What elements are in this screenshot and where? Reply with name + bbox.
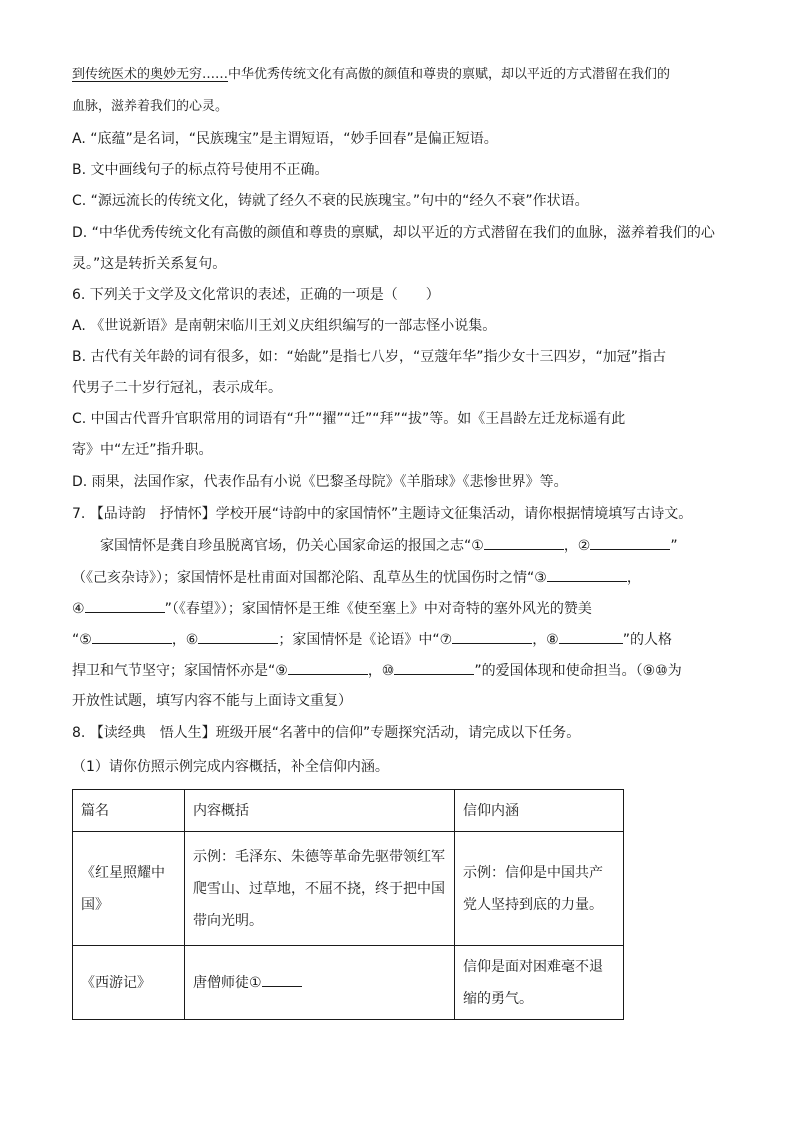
q5-quote-line-1 — [72, 65, 670, 85]
q6-option-b-line-2: 代男子二十岁行冠礼，表示成年。 — [72, 380, 282, 396]
answer-blank-6[interactable] — [198, 629, 278, 644]
q7-line-1 — [100, 535, 678, 556]
q7-line-5 — [72, 660, 682, 681]
q5-option-a: A. “底蕴”是名词，“民族瑰宝”是主谓短语，“妙手回春”是偏正短语。 — [72, 131, 498, 147]
summary-line: 示例：毛泽东、朱德等革命先驱带领红军 — [193, 848, 445, 865]
summary-text: 唐僧师徒① — [193, 974, 262, 991]
answer-blank-1[interactable] — [484, 535, 564, 550]
answer-blank-3[interactable] — [547, 567, 627, 582]
quote-text: 中华优秀传统文化有高傲的颜值和尊贵的禀赋，却以平近的方式潜留在我们的 — [228, 67, 671, 82]
header-title: 篇名 — [73, 790, 185, 832]
q7-text: ”的人格 — [622, 632, 673, 648]
q7-text: ” — [670, 538, 678, 554]
belief-table — [72, 789, 624, 1020]
answer-blank-8[interactable] — [559, 629, 623, 644]
header-summary: 内容概括 — [185, 790, 455, 832]
q7-text: “⑤ — [72, 632, 92, 648]
q7-stem: 7. 【品诗韵 抒情怀】学校开展“诗韵中的家国情怀”主题诗文征集活动，请你根据情境填写古诗文。 — [72, 506, 693, 522]
q7-text: ，⑧ — [532, 632, 559, 648]
q7-text: ，⑥ — [171, 632, 199, 648]
belief-line: 信仰是面对困难毫不退 — [463, 958, 603, 975]
book-title-line: 《红星照耀中 — [81, 864, 165, 881]
answer-blank-7[interactable] — [452, 629, 532, 644]
table-header-row — [73, 790, 624, 832]
q7-line-2 — [72, 567, 641, 588]
belief-line: 党人坚持到底的力量。 — [463, 896, 603, 913]
q6-option-c-line-1: C. 中国古代晋升官职常用的词语有“升”“擢”“迁”“拜”“拔”等。如《王昌龄左迁龙标遥有此 — [72, 411, 626, 427]
q7-line-4 — [72, 629, 672, 650]
q6-option-d: D. 雨果，法国作家，代表作品有小说《巴黎圣母院》《羊脂球》《悲惨世界》等。 — [72, 474, 568, 490]
q6-option-c-line-2: 寄》中“左迁”指升职。 — [72, 442, 213, 458]
q5-option-c: C. “源远流长的传统文化，铸就了经久不衰的民族瑰宝。”句中的“经久不衰”作状语。 — [72, 193, 589, 209]
q7-text: ，⑩ — [367, 663, 395, 679]
q7-line-3 — [72, 598, 592, 619]
q7-text: ④ — [72, 601, 85, 617]
q5-option-b: B. 文中画线句子的标点符号使用不正确。 — [72, 162, 329, 178]
q6-option-b-line-1: B. 古代有关年龄的词有很多，如：“始龀”是指七八岁，“豆蔻年华”指少女十三四岁，“加冠”指古 — [72, 349, 667, 365]
summary-line: 带向光明。 — [193, 912, 263, 929]
table-row — [73, 832, 624, 946]
belief-line: 示例：信仰是中国共产 — [463, 864, 603, 881]
answer-blank-2[interactable] — [590, 535, 670, 550]
q7-text: ”的爱国体现和使命担当。（⑨⑩为 — [474, 663, 682, 679]
book-title-line: 国》 — [81, 896, 109, 913]
q7-text: 捍卫和气节坚守；家国情怀亦是“⑨ — [72, 663, 288, 679]
belief-cell — [455, 946, 624, 1020]
q7-text: 家国情怀是龚自珍虽脱离官场，仍关心国家命运的报国之志“① — [100, 538, 484, 554]
q7-line-6: 开放性试题，填写内容不能与上面诗文重复） — [72, 693, 352, 709]
q7-text: （《己亥杂诗》）；家国情怀是杜甫面对国都沦陷、乱草丛生的忧国伤时之情“③ — [72, 570, 547, 586]
answer-blank-5[interactable] — [92, 629, 172, 644]
q8-stem: 8. 【读经典 悟人生】班级开展“名著中的信仰”专题探究活动，请完成以下任务。 — [72, 725, 581, 741]
q7-text: ，② — [563, 538, 591, 554]
underlined-sentence: 到传统医术的奥妙无穷…… — [72, 67, 229, 82]
answer-blank-9[interactable] — [288, 660, 368, 675]
q8-sub-question-1: （1）请你仿照示例完成内容概括，补全信仰内涵。 — [72, 759, 389, 775]
q7-text: ， — [626, 570, 641, 586]
summary-cell — [185, 946, 455, 1020]
book-title-cell — [73, 832, 185, 946]
q5-quote-line-2: 血脉，滋养着我们的心灵。 — [72, 99, 229, 114]
book-title-cell: 《西游记》 — [73, 946, 185, 1020]
q5-option-d-line-1: D. “中华优秀传统文化有高傲的颜值和尊贵的禀赋，却以平近的方式潜留在我们的血脉，滋养着我们的心 — [72, 225, 715, 241]
q6-option-a: A. 《世说新语》是南朝宋临川王刘义庆组织编写的一部志怪小说集。 — [72, 318, 497, 334]
answer-blank-4[interactable] — [85, 598, 165, 613]
answer-blank-10[interactable] — [394, 660, 474, 675]
q7-text: ；家国情怀是《论语》中“⑦ — [278, 632, 453, 648]
q6-stem: 6. 下列关于文学及文化常识的表述，正确的一项是（ ） — [72, 287, 440, 303]
q7-text: ”（《春望》）；家国情怀是王维《使至塞上》中对奇特的塞外风光的赞美 — [164, 601, 592, 617]
answer-blank-table-1[interactable] — [262, 972, 302, 987]
table-row — [73, 946, 624, 1020]
summary-line: 爬雪山、过草地，不屈不挠，终于把中国 — [193, 880, 445, 897]
q5-option-d-line-2: 灵。”这是转折关系复句。 — [72, 256, 227, 272]
belief-line: 缩的勇气。 — [463, 990, 533, 1007]
summary-cell — [185, 832, 455, 946]
belief-cell — [455, 832, 624, 946]
header-belief: 信仰内涵 — [455, 790, 624, 832]
